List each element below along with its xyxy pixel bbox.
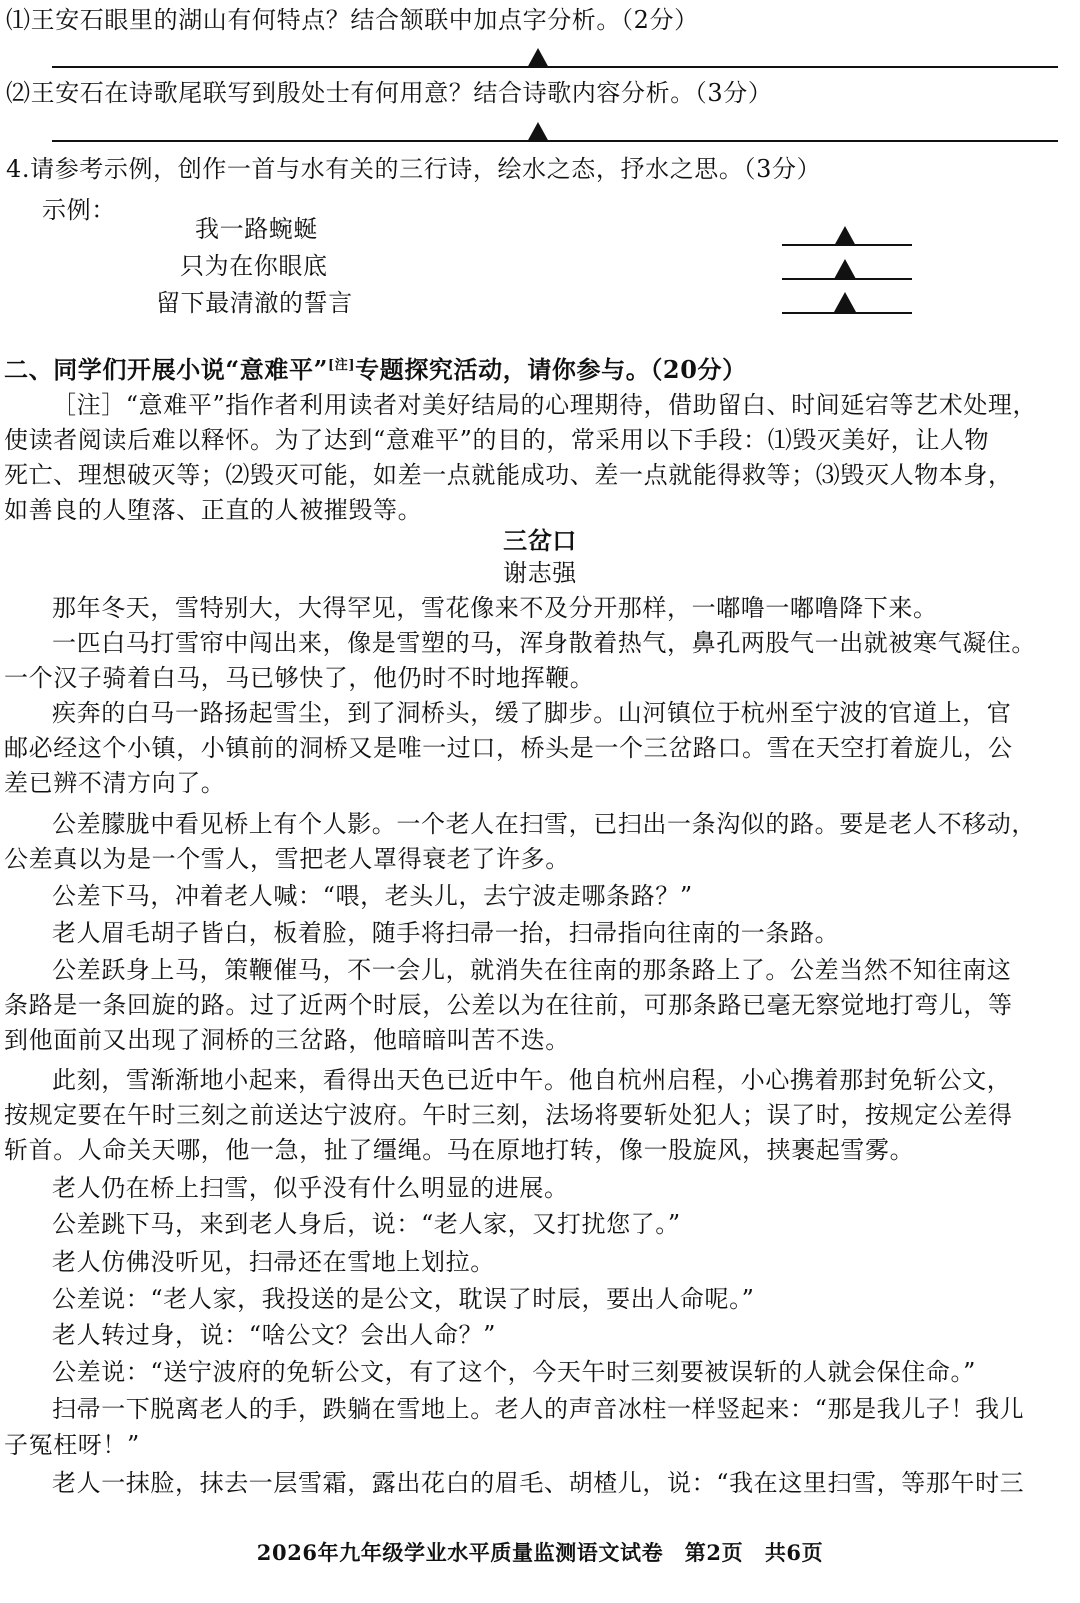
answer-line xyxy=(52,140,1058,142)
story-line: 此刻，雪渐渐地小起来，看得出天色已近中午。他自杭州启程，小心携着那封免斩公文， xyxy=(52,1066,1012,1094)
answer-line xyxy=(782,312,912,314)
answer-line xyxy=(782,278,912,280)
story-line: 公差真以为是一个雪人，雪把老人罩得衰老了许多。 xyxy=(4,845,570,873)
story-line: 邮必经这个小镇，小镇前的洞桥又是唯一过口，桥头是一个三岔路口。雪在天空打着旋儿，公 xyxy=(4,734,1013,762)
note-line-3: 死亡、理想破灭等；⑵毁灭可能，如差一点就能成功、差一点就能得救等；⑶毁灭人物本身， xyxy=(4,461,1013,489)
section-2-heading-pre: 二、同学们开展小说“意难平” xyxy=(4,355,329,384)
story-line: 斩首。人命关天哪，他一急，扯了缰绳。马在原地打转，像一股旋风，挟裹起雪雾。 xyxy=(4,1136,915,1164)
story-line: 公差下马，冲着老人喊：“喂，老头儿，去宁波走哪条路？” xyxy=(52,882,693,910)
story-line: 子冤枉呀！” xyxy=(4,1431,140,1459)
answer-line xyxy=(782,244,912,246)
note-line-1: ［注］“意难平”指作者利用读者对美好结局的心理期待，借助留白、时间延宕等艺术处理， xyxy=(52,391,1038,419)
story-line: 老人仿佛没听见，扫帚还在雪地上划拉。 xyxy=(52,1248,495,1276)
section-2-heading xyxy=(4,350,747,386)
example-line-3: 留下最清澈的誓言 xyxy=(156,289,353,317)
story-line: 按规定要在午时三刻之前送达宁波府。午时三刻，法场将要斩处犯人；误了时，按规定公差得 xyxy=(4,1101,1013,1129)
example-line-2: 只为在你眼底 xyxy=(180,252,328,280)
note-marker: [注] xyxy=(328,358,356,373)
answer-triangle-icon xyxy=(834,292,856,312)
story-line: 老人仍在桥上扫雪，似乎没有什么明显的进展。 xyxy=(52,1174,569,1202)
story-line: 老人转过身，说：“啥公文？会出人命？” xyxy=(52,1321,496,1349)
story-line: 老人一抹脸，抹去一层雪霜，露出花白的眉毛、胡楂儿，说：“我在这里扫雪，等那午时三 xyxy=(52,1469,1025,1497)
story-line: 公差朦胧中看见桥上有个人影。一个老人在扫雪，已扫出一条沟似的路。要是老人不移动， xyxy=(52,810,1036,838)
story-line: 差已辨不清方向了。 xyxy=(4,769,226,797)
story-line: 公差跳下马，来到老人身后，说：“老人家，又打扰您了。” xyxy=(52,1210,681,1238)
story-line: 一匹白马打雪帘中闯出来，像是雪塑的马，浑身散着热气，鼻孔两股气一出就被寒气凝住。 xyxy=(52,629,1036,657)
answer-triangle-icon xyxy=(527,48,549,68)
note-line-4: 如善良的人堕落、正直的人被摧毁等。 xyxy=(4,496,423,524)
answer-line xyxy=(52,66,1058,68)
story-line: 疾奔的白马一路扬起雪尘，到了洞桥头，缓了脚步。山河镇位于杭州至宁波的官道上，官 xyxy=(52,699,1012,727)
answer-triangle-icon xyxy=(834,226,856,246)
question-4: 4.请参考示例，创作一首与水有关的三行诗，绘水之态，抒水之思。（3分） xyxy=(6,155,822,183)
story-line: 公差说：“送宁波府的免斩公文，有了这个，今天午时三刻要被误斩的人就会保住命。” xyxy=(52,1358,976,1386)
story-line: 那年冬天，雪特别大，大得罕见，雪花像来不及分开那样，一嘟噜一嘟噜降下来。 xyxy=(52,594,938,622)
story-title: 三岔口 xyxy=(503,526,577,555)
page-footer: 2026年九年级学业水平质量监测语文试卷 第2页 共6页 xyxy=(256,1540,824,1565)
story-author: 谢志强 xyxy=(503,559,577,587)
story-line: 老人眉毛胡子皆白，板着脸，随手将扫帚一抬，扫帚指向往南的一条路。 xyxy=(52,919,840,947)
section-2-heading-post: 专题探究活动，请你参与。（20分） xyxy=(355,355,747,384)
example-label: 示例： xyxy=(42,196,116,224)
story-line: 到他面前又出现了洞桥的三岔路，他暗暗叫苦不迭。 xyxy=(4,1026,570,1054)
example-line-1: 我一路蜿蜒 xyxy=(195,215,318,243)
story-line: 条路是一条回旋的路。过了近两个时辰，公差以为在往前，可那条路已毫无察觉地打弯儿，等 xyxy=(4,991,1013,1019)
story-line: 扫帚一下脱离老人的手，跌躺在雪地上。老人的声音冰柱一样竖起来：“那是我儿子！我儿 xyxy=(52,1395,1025,1423)
story-line: 公差跃身上马，策鞭催马，不一会儿，就消失在往南的那条路上了。公差当然不知往南这 xyxy=(52,956,1012,984)
note-line-2: 使读者阅读后难以释怀。为了达到“意难平”的目的，常采用以下手段：⑴毁灭美好，让人物 xyxy=(4,426,990,454)
question-3-1: ⑴王安石眼里的湖山有何特点？结合颔联中加点字分析。（2分） xyxy=(6,6,699,34)
story-line: 公差说：“老人家，我投送的是公文，耽误了时辰，要出人命呢。” xyxy=(52,1285,755,1313)
answer-triangle-icon xyxy=(527,122,549,142)
story-line: 一个汉子骑着白马，马已够快了，他仍时不时地挥鞭。 xyxy=(4,664,595,692)
question-3-2: ⑵王安石在诗歌尾联写到殷处士有何用意？结合诗歌内容分析。（3分） xyxy=(6,79,773,107)
answer-triangle-icon xyxy=(834,259,856,279)
